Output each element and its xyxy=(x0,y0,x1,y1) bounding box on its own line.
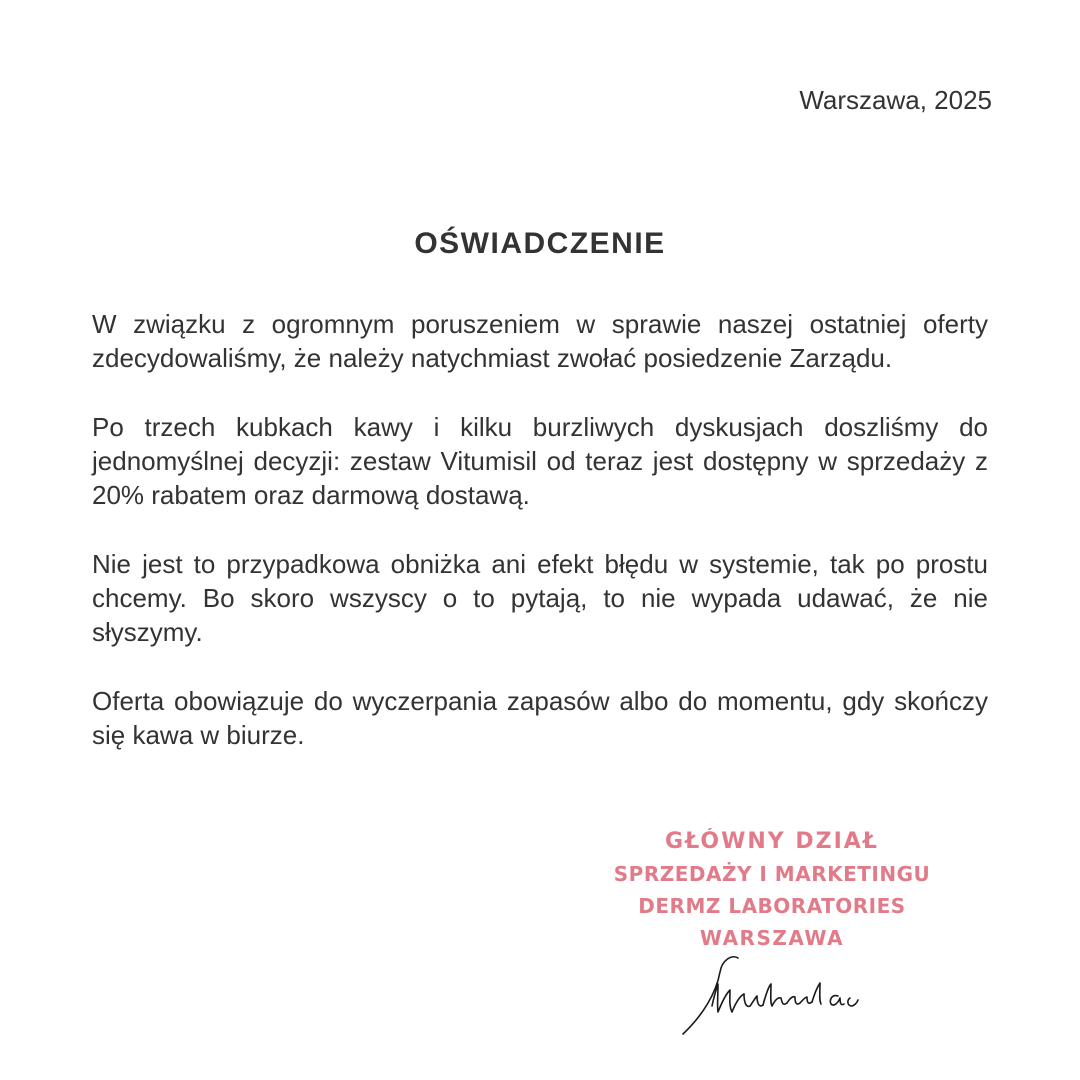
document-title: OŚWIADCZENIE xyxy=(414,227,666,260)
signature-icon xyxy=(680,950,870,1040)
document-date: Warszawa, 2025 xyxy=(799,85,992,115)
paragraph-validity: Oferta obowiązuje do wyczerpania zapasów albo do momentu, gdy skończy się kawa w biurze. xyxy=(92,686,988,750)
paragraph-announcement: W związku z ogromnym poruszeniem w sprawie naszej ostatniej oferty zdecydowaliśmy, że należy natychmiast zwołać posiedzenie Zarządu. xyxy=(92,309,988,373)
stamp-line-company: DERMZ LABORATORIES xyxy=(638,894,906,918)
stamp-line-department: GŁÓWNY DZIAŁ xyxy=(665,829,879,854)
paragraph-decision: Po trzech kubkach kawy i kilku burzliwych dyskusjach doszliśmy do jednomyślnej decyzji: zestaw Vitumisil od teraz jest dostępny w sprzedaży z 20% rabatem oraz darmową dostawą. xyxy=(92,412,988,510)
document-body xyxy=(92,307,988,787)
paragraph-explanation: Nie jest to przypadkowa obniżka ani efekt błędu w systemie, tak po prostu chcemy. Bo skoro wszyscy o to pytają, to nie wypada udawać, że nie słyszymy. xyxy=(92,549,988,647)
stamp-line-city: WARSZAWA xyxy=(699,926,845,950)
stamp-line-division: SPRZEDAŻY I MARKETINGU xyxy=(613,862,931,886)
department-stamp xyxy=(612,826,932,954)
